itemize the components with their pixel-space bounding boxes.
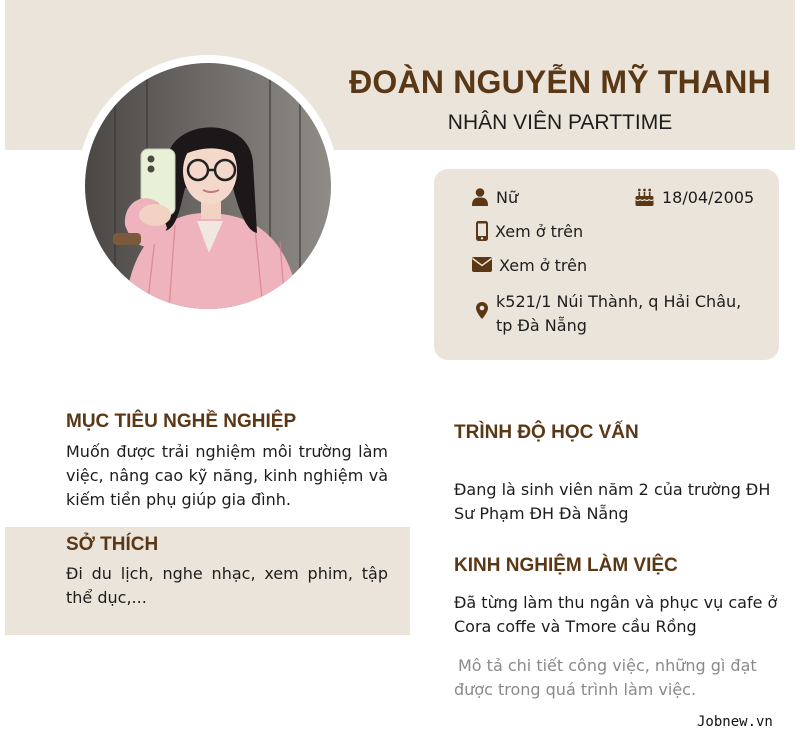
avatar (85, 63, 331, 309)
objective-title: MỤC TIÊU NGHỀ NGHIỆP (66, 411, 297, 432)
experience-text: Đã từng làm thu ngân và phục vụ cafe ở Cora coffe và Tmore cầu Rồng (454, 593, 778, 636)
birthday-cake-icon (635, 188, 654, 210)
mobile-phone-icon (476, 221, 488, 245)
objective-text: Muốn được trải nghiệm môi trường làm việc, nâng cao kỹ năng, kinh nghiệm và kiếm tiền phụ giúp gia đình. (66, 442, 388, 509)
user-icon (472, 188, 488, 210)
map-marker-icon (476, 302, 488, 323)
birthday-value: 18/04/2005 (662, 188, 755, 207)
phone-value: Xem ở trên (495, 222, 584, 241)
gender-value: Nữ (496, 188, 519, 207)
job-title: NHÂN VIÊN PARTTIME (447, 111, 673, 134)
watermark: Jobnew.vn (697, 714, 773, 730)
email-value: Xem ở trên (499, 256, 588, 275)
hobbies-text: Đi du lịch, nghe nhạc, xem phim, tập thể dục,... (66, 564, 388, 607)
address-value: k521/1 Núi Thành, q Hải Châu, tp Đà Nẵng (496, 292, 742, 335)
hobbies-title: SỞ THÍCH (66, 534, 159, 555)
education-title: TRÌNH ĐỘ HỌC VẤN (454, 422, 639, 443)
candidate-name: ĐOÀN NGUYỄN MỸ THANH (349, 64, 771, 100)
experience-title: KINH NGHIỆM LÀM VIỆC (454, 555, 678, 576)
education-text: Đang là sinh viên năm 2 của trường ĐH Sư Phạm ĐH Đà Nẵng (454, 480, 771, 523)
envelope-icon (472, 257, 492, 276)
experience-description: Mô tả chi tiết công việc, những gì đạt được trong quá trình làm việc. (454, 656, 757, 699)
